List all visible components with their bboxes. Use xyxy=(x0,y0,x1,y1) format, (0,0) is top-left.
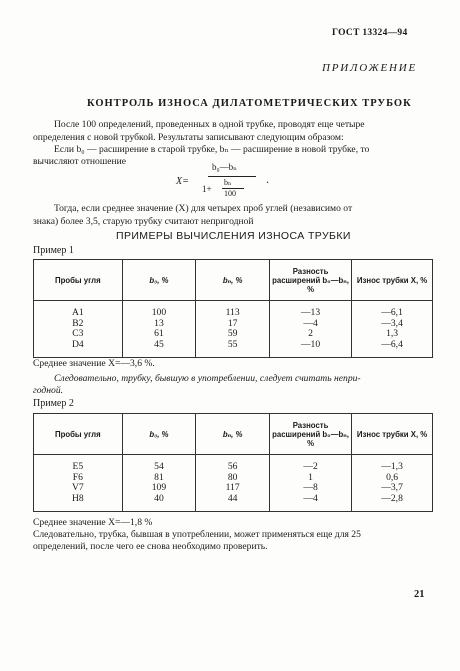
cell-b0: 109 xyxy=(122,483,196,494)
table-row xyxy=(34,308,433,319)
header-wear: Износ трубки X, % xyxy=(352,414,433,455)
cell-bn: 113 xyxy=(196,308,270,319)
cell-probe: F6 xyxy=(34,473,123,484)
formula-inner-denominator: 100 xyxy=(224,189,236,198)
cell-diff: —10 xyxy=(269,340,351,351)
cell-probe: E5 xyxy=(34,462,123,473)
cell-diff: —2 xyxy=(269,462,351,473)
appendix-label: ПРИЛОЖЕНИЕ xyxy=(322,62,417,74)
section-title: КОНТРОЛЬ ИЗНОСА ДИЛАТОМЕТРИЧЕСКИХ ТРУБОК xyxy=(87,98,412,109)
paragraph-1-line-2: определения с новой трубкой. Результаты записывают следующим образом: xyxy=(33,132,344,143)
header-diff: Разность расширений b₀—bₙ, % xyxy=(269,414,351,455)
cell-b0: 45 xyxy=(122,340,196,351)
example-1-conclusion-line-2: годной. xyxy=(33,385,64,396)
table-row xyxy=(34,462,433,473)
cell-bn: 117 xyxy=(196,483,270,494)
cell-wear: —6,1 xyxy=(352,308,433,319)
formula-end: . xyxy=(266,172,269,186)
examples-title: ПРИМЕРЫ ВЫЧИСЛЕНИЯ ИЗНОСА ТРУБКИ xyxy=(116,230,351,242)
paragraph-3-line-1: Тогда, если среднее значение (X) для четырех проб углей (независимо от xyxy=(54,203,353,214)
example-2-label: Пример 2 xyxy=(33,398,74,409)
header-probe: Пробы угля xyxy=(34,260,123,301)
table-row xyxy=(34,340,433,351)
header-probe: Пробы угля xyxy=(34,414,123,455)
example-1-average: Среднее значение X=—3,6 %. xyxy=(33,358,155,369)
example-1-label: Пример 1 xyxy=(33,245,74,256)
table-row xyxy=(34,483,433,494)
cell-probe: C3 xyxy=(34,329,123,340)
header-wear: Износ трубки X, % xyxy=(352,260,433,301)
example-1-table xyxy=(33,259,433,358)
cell-b0: 54 xyxy=(122,462,196,473)
cell-wear: —2,8 xyxy=(352,494,433,505)
cell-diff: —4 xyxy=(269,319,351,330)
formula-numerator: b₀—bₙ xyxy=(212,162,238,172)
header-bn: bₙ, % xyxy=(196,260,270,301)
cell-diff: —13 xyxy=(269,308,351,319)
cell-wear: —3,4 xyxy=(352,319,433,330)
header-diff: Разность расширений b₀—bₙ, % xyxy=(269,260,351,301)
cell-wear: 1,3 xyxy=(352,329,433,340)
cell-probe: D4 xyxy=(34,340,123,351)
table-spacer xyxy=(34,504,433,512)
formula-inner-numerator: bₙ xyxy=(224,178,232,187)
example-2-conclusion-line-2: определений, после чего ее снова необходимо проверить. xyxy=(33,541,268,552)
formula-one-plus: 1+ xyxy=(202,184,212,194)
cell-bn: 59 xyxy=(196,329,270,340)
cell-bn: 80 xyxy=(196,473,270,484)
cell-bn: 55 xyxy=(196,340,270,351)
formula-lhs: X= xyxy=(176,176,189,187)
example-2-table xyxy=(33,413,433,512)
table-spacer xyxy=(34,350,433,358)
cell-probe: H8 xyxy=(34,494,123,505)
paragraph-2-line-1: Если b₀ — расширение в старой трубке, bₙ — расширение в новой трубке, то xyxy=(54,144,370,155)
standard-number: ГОСТ 13324—94 xyxy=(332,28,408,38)
cell-b0: 13 xyxy=(122,319,196,330)
paragraph-1-line-1: После 100 определений, проведенных в одной трубке, проводят еще четыре xyxy=(54,119,365,130)
cell-wear: —6,4 xyxy=(352,340,433,351)
cell-b0: 100 xyxy=(122,308,196,319)
cell-wear: 0,6 xyxy=(352,473,433,484)
cell-b0: 40 xyxy=(122,494,196,505)
cell-probe: B2 xyxy=(34,319,123,330)
example-1-conclusion-line-1: Следовательно, трубку, бывшую в употреблении, следует считать непри- xyxy=(54,373,361,384)
table-header-row xyxy=(34,414,433,455)
header-b0: b₀, % xyxy=(122,414,196,455)
example-2-average: Среднее значение X=—1,8 % xyxy=(33,517,153,528)
cell-probe: A1 xyxy=(34,308,123,319)
example-2-conclusion-line-1: Следовательно, трубка, бывшая в употреблении, может применяться еще для 25 xyxy=(33,529,361,540)
cell-bn: 44 xyxy=(196,494,270,505)
table-row xyxy=(34,494,433,505)
page-number: 21 xyxy=(414,589,425,600)
cell-wear: —3,7 xyxy=(352,483,433,494)
paragraph-2-line-2: вычисляют отношение xyxy=(33,156,126,167)
table-row xyxy=(34,329,433,340)
wear-formula xyxy=(176,162,276,204)
cell-diff: 2 xyxy=(269,329,351,340)
cell-bn: 17 xyxy=(196,319,270,330)
header-bn: bₙ, % xyxy=(196,414,270,455)
paragraph-3-line-2: знака) более 3,5, старую трубку считают непригодной xyxy=(33,216,254,227)
header-b0: b₀, % xyxy=(122,260,196,301)
cell-b0: 81 xyxy=(122,473,196,484)
cell-diff: —4 xyxy=(269,494,351,505)
cell-diff: 1 xyxy=(269,473,351,484)
cell-bn: 56 xyxy=(196,462,270,473)
formula-fraction-bar xyxy=(208,176,256,177)
cell-wear: —1,3 xyxy=(352,462,433,473)
cell-b0: 61 xyxy=(122,329,196,340)
table-header-row xyxy=(34,260,433,301)
cell-diff: —8 xyxy=(269,483,351,494)
cell-probe: V7 xyxy=(34,483,123,494)
